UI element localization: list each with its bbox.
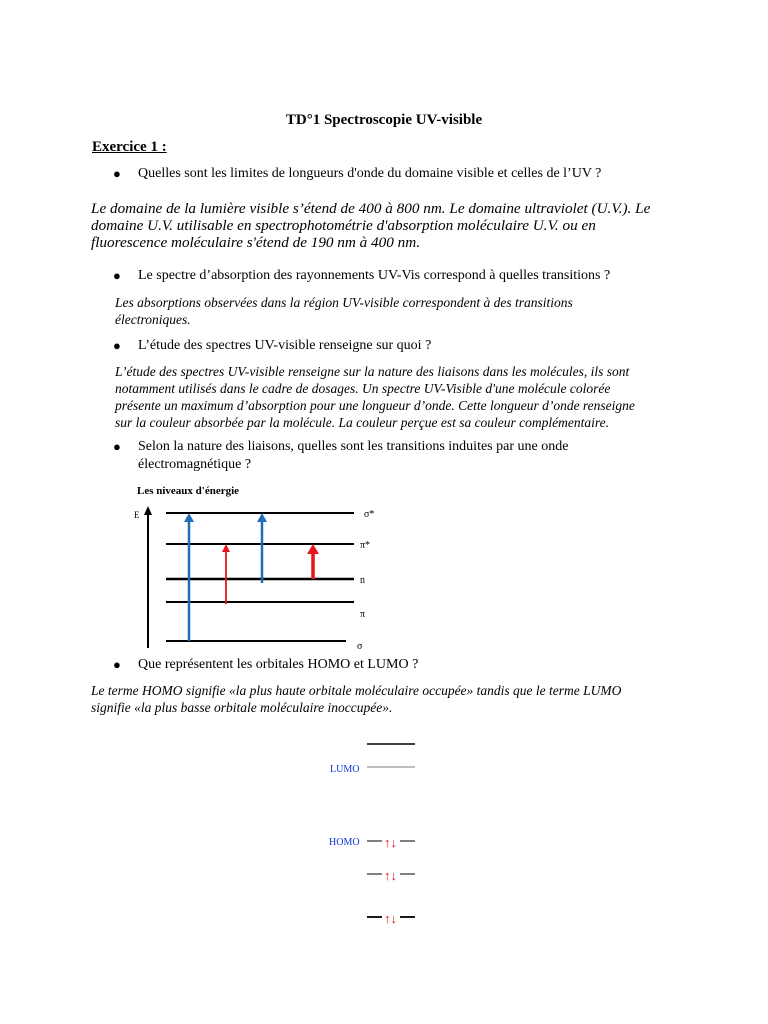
bullet-icon: ● [113, 268, 121, 283]
answer-5 [91, 682, 681, 716]
electron-pair-icon: ↑↓ [384, 911, 397, 926]
transition-n-pi-star [307, 544, 319, 579]
question-3-text: L’étude des spectres UV-visible renseigne sur quoi ? [138, 338, 432, 353]
answer-5-line: signifie «la plus basse orbitale moléculaire inoccupée». [91, 700, 393, 715]
question-4-text [138, 438, 638, 474]
question-1-text: Quelles sont les limites de longueurs d'onde du domaine visible et celles de l’UV ? [138, 166, 602, 181]
answer-3-line: notamment utilisés dans le cadre de dosages. Un spectre UV-Visible d'une molécule colorée [115, 381, 611, 396]
lumo-label: LUMO [330, 764, 360, 775]
answer-1-line: domaine U.V. utilisable en spectrophotométrie d'absorption moléculaire U.V. ou en [91, 217, 596, 234]
bullet-icon: ● [113, 657, 121, 672]
answer-5-line: Le terme HOMO signifie «la plus haute orbitale moléculaire occupée» tandis que le terme LUMO [91, 683, 622, 698]
exercise-heading: Exercice 1 : [92, 139, 167, 155]
answer-2-line: Les absorptions observées dans la région UV-visible correspondent à des transitions [115, 295, 573, 310]
transition-n-sigma-star [257, 513, 267, 583]
page-title: TD°1 Spectroscopie UV-visible [285, 112, 483, 128]
transition-sigma-sigma-star [184, 513, 194, 641]
energy-axis-label: E [134, 510, 140, 520]
level-label: σ* [364, 509, 375, 520]
answer-2-line: électroniques. [115, 312, 191, 327]
orbital-diagram [320, 730, 430, 940]
answer-3-line: L’étude des spectres UV-visible renseigne sur la nature des liaisons dans les molécules, ils sont [115, 364, 630, 379]
answer-1-line: Le domaine de la lumière visible s’étend de 400 à 800 nm. Le domaine ultraviolet (U.V.). Le [91, 200, 651, 217]
question-4-line: électromagnétique ? [138, 457, 252, 472]
energy-axis-arrowhead [144, 506, 152, 515]
electron-pair-icon: ↑↓ [384, 835, 397, 850]
answer-2 [115, 294, 675, 328]
question-5-text: Que représentent les orbitales HOMO et LUMO ? [138, 657, 419, 672]
bullet-icon: ● [113, 166, 121, 181]
answer-1 [91, 200, 681, 251]
level-label: π* [360, 540, 371, 551]
answer-3 [115, 363, 675, 431]
answer-1-line: fluorescence moléculaire s'étend de 190 nm à 400 nm. [91, 234, 420, 251]
answer-3-line: présente un maximum d’absorption pour une longueur d’onde. Cette longueur d’onde renseigne [115, 398, 635, 413]
question-2-text: Le spectre d’absorption des rayonnements UV-Vis correspond à quelles transitions ? [138, 268, 611, 283]
diagram-title: Les niveaux d'énergie [137, 485, 240, 497]
bullet-icon: ● [113, 439, 121, 454]
homo-label: HOMO [329, 837, 360, 848]
bullet-icon: ● [113, 338, 121, 353]
level-label: π [360, 609, 366, 620]
energy-levels-diagram [130, 480, 390, 655]
question-4-line: Selon la nature des liaisons, quelles sont les transitions induites par une onde [138, 439, 569, 454]
transition-pi-pi-star [222, 544, 230, 604]
level-label: σ [357, 641, 363, 652]
answer-3-line: sur la couleur absorbée par la molécule. La couleur perçue est sa couleur complémentaire. [115, 415, 610, 430]
electron-pair-icon: ↑↓ [384, 868, 397, 883]
level-label: n [360, 575, 365, 586]
